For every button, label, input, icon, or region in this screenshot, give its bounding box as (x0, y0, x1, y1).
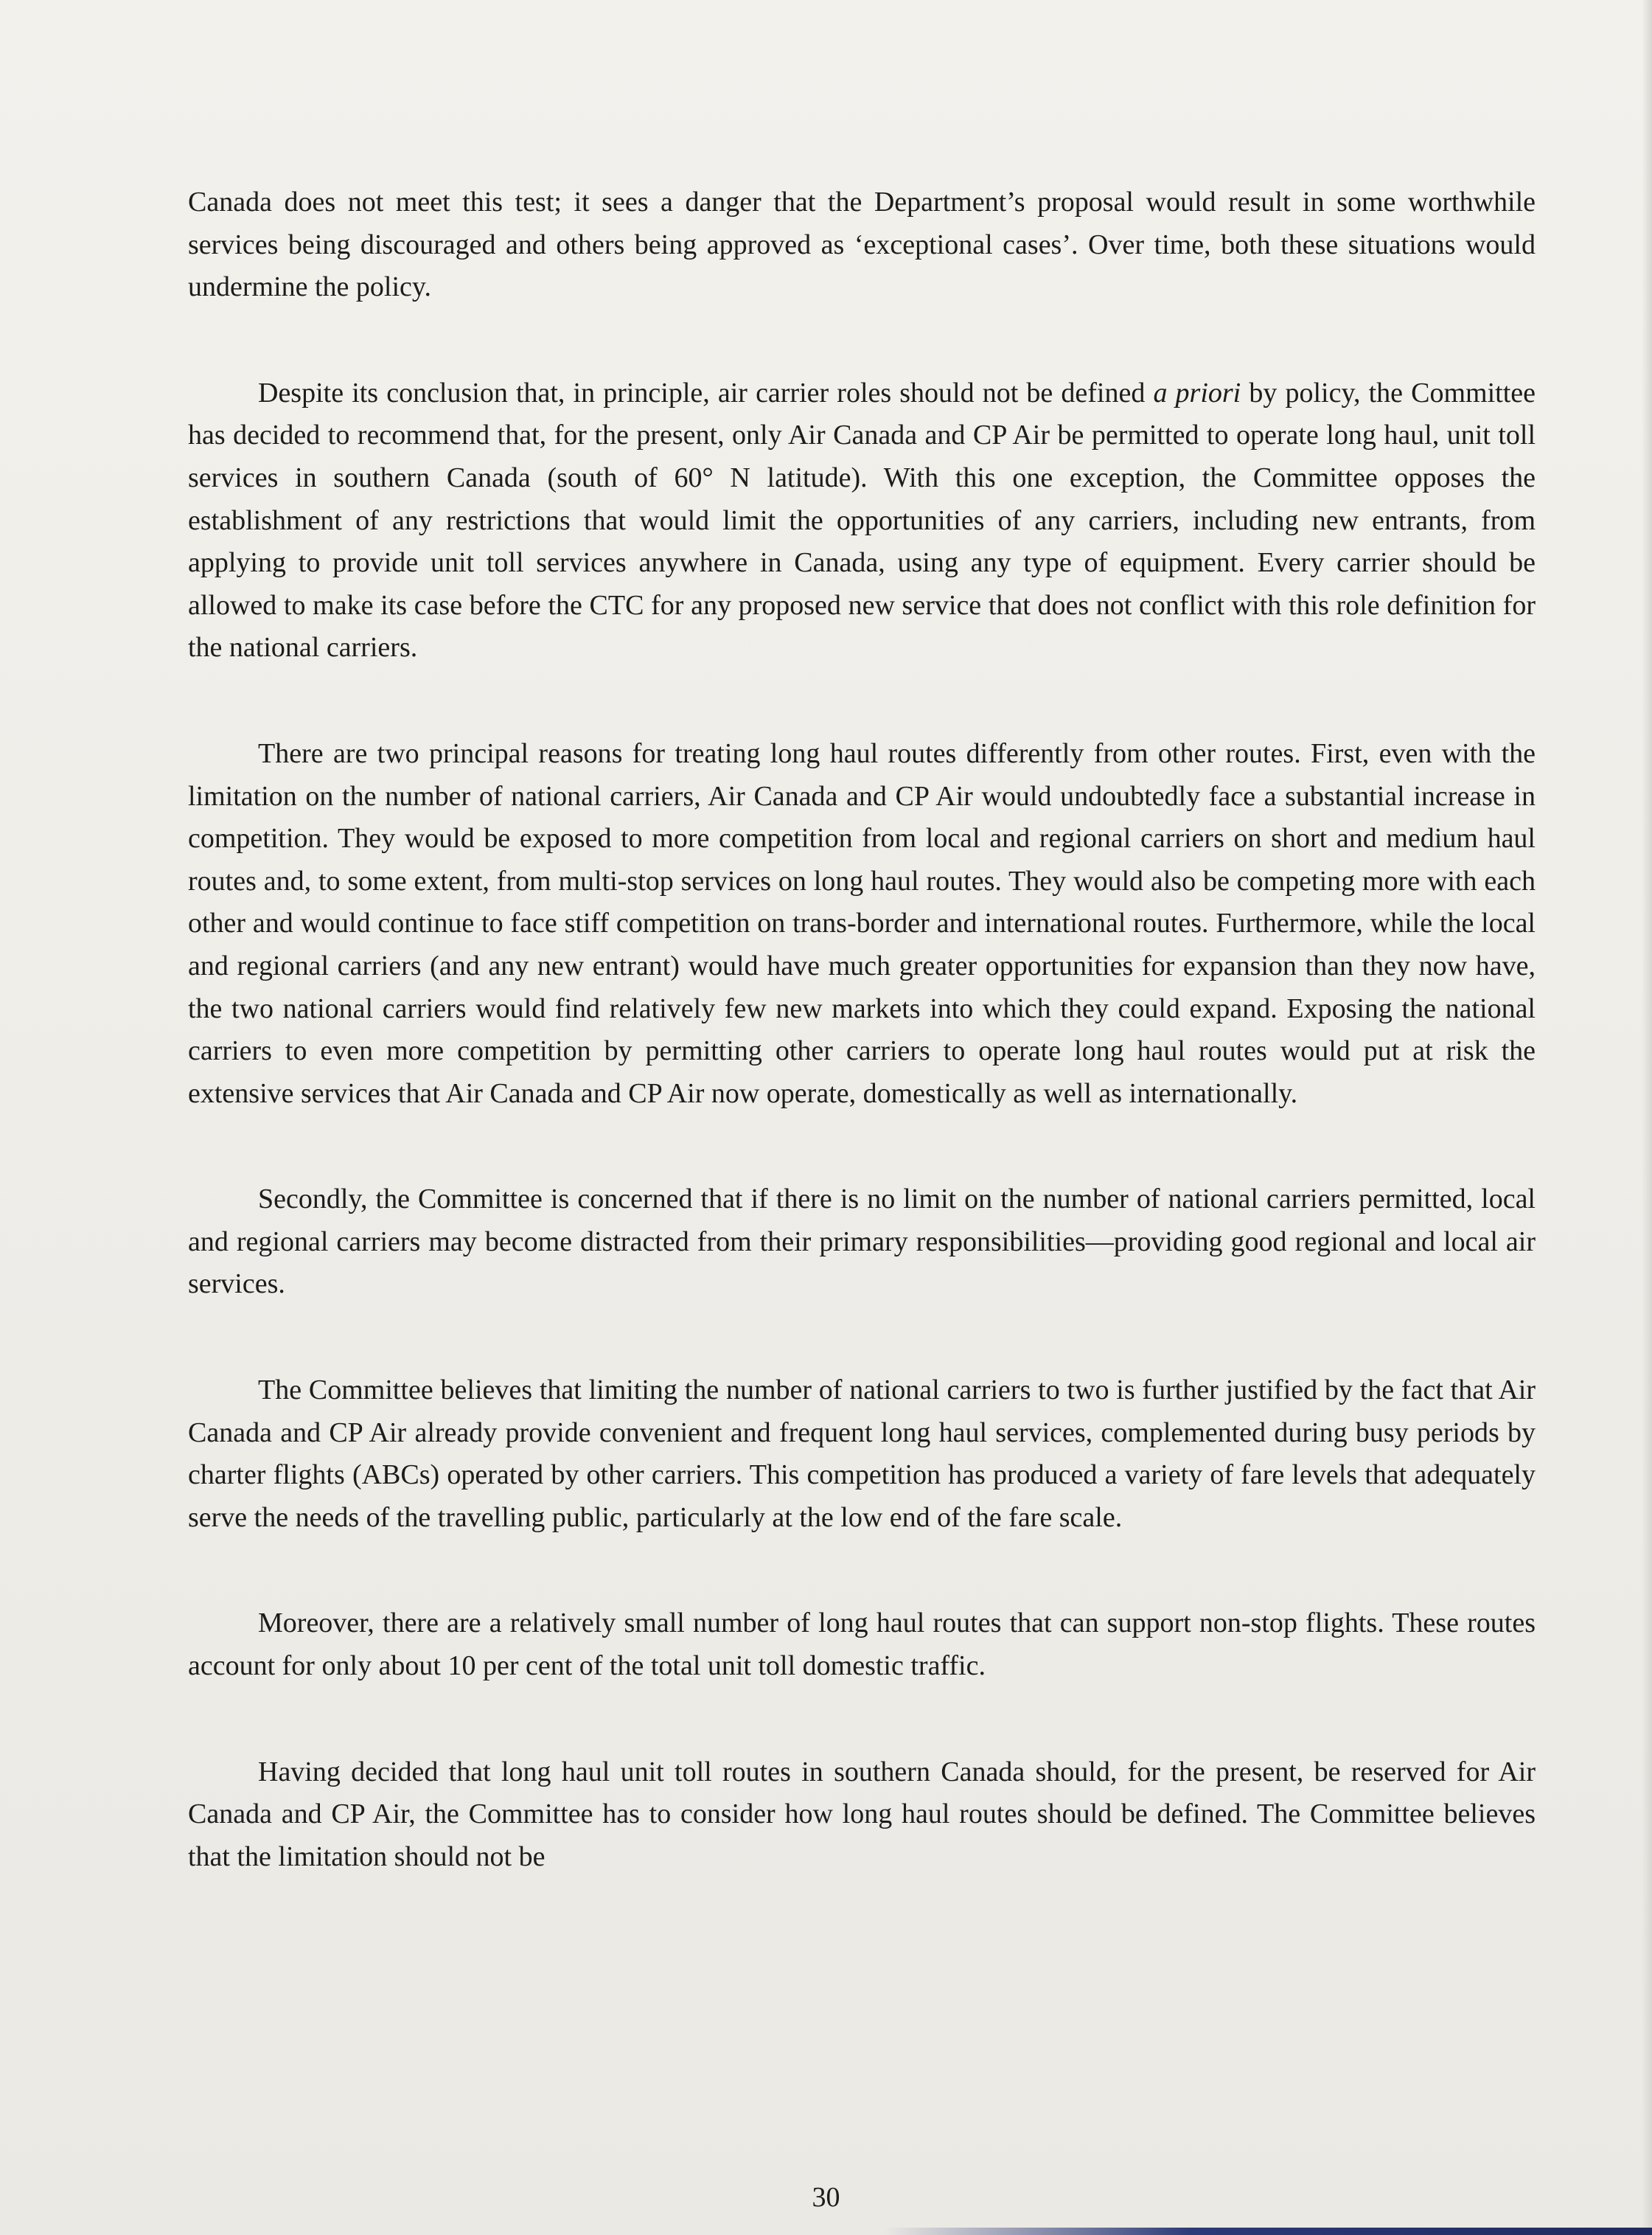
paragraph-7-text: Having decided that long haul unit toll routes in southern Canada should, for the present, be reserved for Air Canada and CP Air, the Committee has to consider how long haul routes should be defined. The Committee believes that the limitation should not be (188, 1756, 1536, 1872)
paragraph-3 (188, 733, 1536, 1115)
paragraph-4 (188, 1178, 1536, 1306)
body-text (188, 181, 1536, 1942)
paragraph-6 (188, 1602, 1536, 1687)
page-bottom-band (885, 2228, 1652, 2235)
paragraph-1-text: Canada does not meet this test; it sees a danger that the Department’s proposal would result in some worthwhile services being discouraged and others being approved as ‘exceptional cases’. Over time, both these situations would undermine the policy. (188, 187, 1536, 303)
paragraph-5-text: The Committee believes that limiting the number of national carriers to two is further justified by the fact that Air Canada and CP Air already provide convenient and frequent long haul services, complemented during busy periods by charter flights (ABCs) operated by other carriers. This competition has produced a variety of fare levels that adequately serve the needs of the travelling public, particularly at the low end of the fare scale. (188, 1374, 1536, 1533)
page-edge-shadow (1642, 0, 1652, 2235)
paragraph-5 (188, 1369, 1536, 1539)
paragraph-2-text-after: by policy, the Committee has decided to recommend that, for the present, only Air Canada and CP Air be permitted to operate long haul, unit toll services in southern Canada (south of 60° N latitude). With this one exception, the Committee opposes the establishment of any restrictions that would limit the opportunities of any carriers, including new entrants, from applying to provide unit toll services anywhere in Canada, using any type of equipment. Every carrier should be allowed to make its case before the CTC for any proposed new service that does not conflict with this role definition for the national carriers. (188, 377, 1536, 664)
page-number: 30 (812, 2182, 840, 2213)
paragraph-2-text-before: Despite its conclusion that, in principle, air carrier roles should not be defined (258, 377, 1154, 409)
paragraph-1 (188, 181, 1536, 309)
paragraph-3-text: There are two principal reasons for treating long haul routes differently from other routes. First, even with the limitation on the number of national carriers, Air Canada and CP Air would undoubtedly face a substantial increase in competition. They would be exposed to more competition from local and regional carriers on short and medium haul routes and, to some extent, from multi-stop services on long haul routes. They would also be competing more with each other and would continue to face stiff competition on trans-border and international routes. Furthermore, while the local and regional carriers (and any new entrant) would have much greater opportunities for expansion than they now have, the two national carriers would find relatively few new markets into which they could expand. Exposing the national carriers to even more competition by permitting other carriers to operate long haul routes would put at risk the extensive services that Air Canada and CP Air now operate, domestically as well as internationally. (188, 737, 1536, 1109)
paragraph-6-text: Moreover, there are a relatively small number of long haul routes that can support non-stop flights. These routes account for only about 10 per cent of the total unit toll domestic traffic. (188, 1607, 1536, 1682)
paragraph-4-text: Secondly, the Committee is concerned that if there is no limit on the number of national carriers permitted, local and regional carriers may become distracted from their primary responsibilities—providing good regional and local air services. (188, 1183, 1536, 1300)
paragraph-2 (188, 372, 1536, 670)
paragraph-7 (188, 1751, 1536, 1879)
paragraph-2-emphasis: a priori (1153, 377, 1241, 409)
